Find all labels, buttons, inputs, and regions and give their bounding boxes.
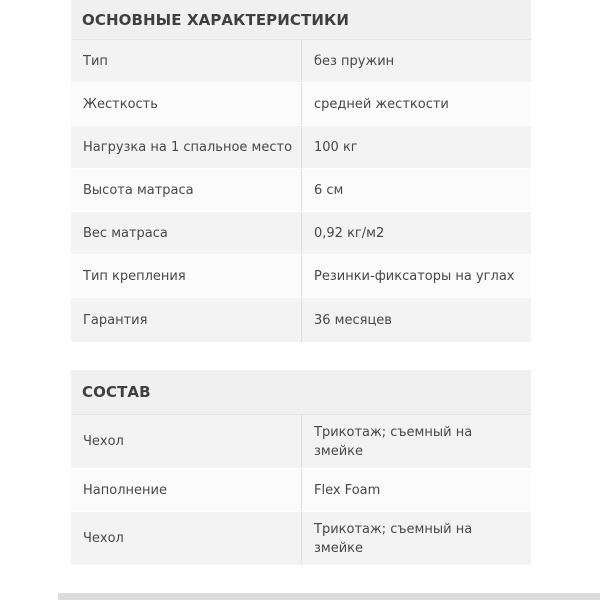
spec-row [71,512,531,566]
spec-value: Резинки-фиксаторы на углах [314,268,515,284]
spec-row [71,298,531,343]
spec-value: 6 см [314,182,344,198]
spec-row [71,469,531,512]
spec-value: 0,92 кг/м2 [314,225,385,241]
spec-row [71,255,531,298]
composition-title: СОСТАВ [71,370,531,415]
spec-key: Нагрузка на 1 спальное место [71,126,302,168]
composition-section [71,370,531,566]
spec-key: Вес матраса [71,212,302,254]
spec-value: 100 кг [314,139,358,155]
spec-value: Flex Foam [314,482,381,498]
spec-value: 36 месяцев [314,312,392,328]
spec-row [71,40,531,83]
spec-value: Трикотаж; съемный на змейке [314,424,473,459]
spec-key: Чехол [71,415,302,468]
spec-row [71,212,531,255]
main-specs-title: ОСНОВНЫЕ ХАРАКТЕРИСТИКИ [71,0,531,40]
spec-value: средней жесткости [314,96,449,112]
spec-value: без пружин [314,53,395,69]
spec-key: Высота матраса [71,169,302,211]
spec-key: Чехол [71,512,302,565]
main-specs-section [71,0,531,343]
bottom-divider [58,593,600,600]
spec-key: Жесткость [71,83,302,125]
spec-row [71,126,531,169]
spec-row [71,83,531,126]
spec-key: Гарантия [71,298,302,342]
spec-key: Тип крепления [71,255,302,297]
spec-row [71,415,531,469]
spec-row [71,169,531,212]
spec-key: Тип [71,40,302,82]
spec-key: Наполнение [71,469,302,511]
spec-value: Трикотаж; съемный на змейке [314,521,473,556]
